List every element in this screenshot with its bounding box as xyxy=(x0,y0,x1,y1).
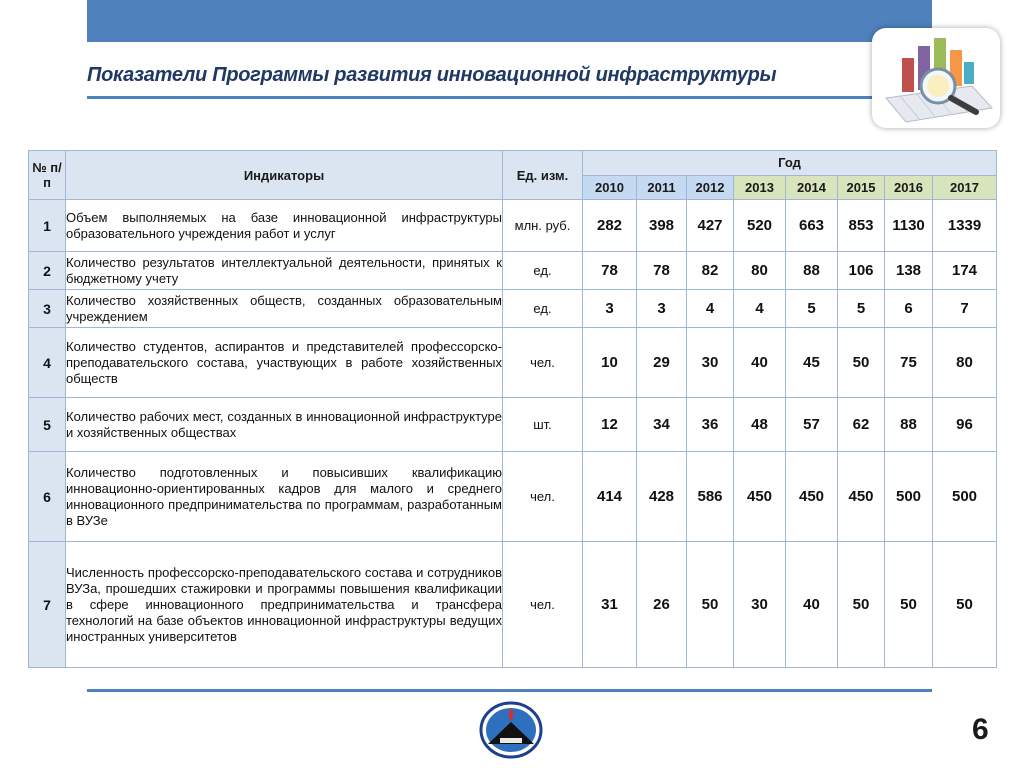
value-cell-2017: 96 xyxy=(933,398,997,452)
value-cell-2011: 398 xyxy=(637,200,687,252)
table-row xyxy=(29,398,997,452)
year-2011: 2011 xyxy=(637,175,687,200)
chart-magnifier-icon xyxy=(872,28,1000,128)
value-cell-2016: 50 xyxy=(885,542,933,668)
header-indicators: Индикаторы xyxy=(66,151,503,200)
value-cell-2011: 3 xyxy=(637,290,687,328)
unit-cell: ед. xyxy=(503,252,583,290)
row-number: 7 xyxy=(29,542,66,668)
year-2015: 2015 xyxy=(838,175,885,200)
indicator-text: Объем выполняемых на базе инновационной инфраструктуры образовательного учреждения работ и услуг xyxy=(66,200,503,252)
indicator-text: Количество подготовленных и повысивших квалификацию инновационно-ориентированных кадров для малого и среднего инновационного предпринимательства по программам, разработанным в ВУЗе xyxy=(66,452,503,542)
value-cell-2012: 30 xyxy=(687,328,734,398)
value-cell-2014: 45 xyxy=(786,328,838,398)
header-num: № п/п xyxy=(29,151,66,200)
value-cell-2016: 138 xyxy=(885,252,933,290)
table-row xyxy=(29,200,997,252)
row-number: 1 xyxy=(29,200,66,252)
row-number: 3 xyxy=(29,290,66,328)
value-cell-2014: 88 xyxy=(786,252,838,290)
value-cell-2010: 282 xyxy=(583,200,637,252)
table-row xyxy=(29,542,997,668)
value-cell-2012: 586 xyxy=(687,452,734,542)
value-cell-2010: 12 xyxy=(583,398,637,452)
value-cell-2014: 5 xyxy=(786,290,838,328)
value-cell-2010: 3 xyxy=(583,290,637,328)
year-2010: 2010 xyxy=(583,175,637,200)
table-row xyxy=(29,252,997,290)
value-cell-2014: 663 xyxy=(786,200,838,252)
unit-cell: чел. xyxy=(503,542,583,668)
value-cell-2012: 427 xyxy=(687,200,734,252)
page-number: 6 xyxy=(972,713,989,746)
value-cell-2011: 29 xyxy=(637,328,687,398)
value-cell-2017: 174 xyxy=(933,252,997,290)
value-cell-2012: 36 xyxy=(687,398,734,452)
unit-cell: чел. xyxy=(503,328,583,398)
value-cell-2014: 57 xyxy=(786,398,838,452)
table-row xyxy=(29,328,997,398)
unit-cell: млн. руб. xyxy=(503,200,583,252)
value-cell-2015: 853 xyxy=(838,200,885,252)
row-number: 2 xyxy=(29,252,66,290)
value-cell-2013: 48 xyxy=(734,398,786,452)
year-2013: 2013 xyxy=(734,175,786,200)
year-2017: 2017 xyxy=(933,175,997,200)
value-cell-2016: 75 xyxy=(885,328,933,398)
value-cell-2010: 31 xyxy=(583,542,637,668)
value-cell-2014: 450 xyxy=(786,452,838,542)
header-unit: Ед. изм. xyxy=(503,151,583,200)
value-cell-2012: 82 xyxy=(687,252,734,290)
row-number: 5 xyxy=(29,398,66,452)
value-cell-2017: 80 xyxy=(933,328,997,398)
value-cell-2011: 78 xyxy=(637,252,687,290)
indicator-text: Численность профессорско-преподавательского состава и сотрудников ВУЗа, прошедших стажировки и программы повышения квалификации в сфере инновационного предпринимательства и трансфера технологий на базе объектов инновационной инфраструктуры ведущих иностранных университетов xyxy=(66,542,503,668)
value-cell-2013: 520 xyxy=(734,200,786,252)
row-number: 4 xyxy=(29,328,66,398)
slide-title: Показатели Программы развития инновационной инфраструктуры xyxy=(87,64,777,86)
year-2012: 2012 xyxy=(687,175,734,200)
indicators-table xyxy=(28,150,997,668)
value-cell-2017: 7 xyxy=(933,290,997,328)
unit-cell: ед. xyxy=(503,290,583,328)
table-row xyxy=(29,290,997,328)
value-cell-2016: 500 xyxy=(885,452,933,542)
value-cell-2013: 30 xyxy=(734,542,786,668)
table-row xyxy=(29,452,997,542)
value-cell-2010: 10 xyxy=(583,328,637,398)
value-cell-2013: 450 xyxy=(734,452,786,542)
unit-cell: шт. xyxy=(503,398,583,452)
year-2014: 2014 xyxy=(786,175,838,200)
header-year: Год xyxy=(583,151,997,176)
indicator-text: Количество студентов, аспирантов и представителей профессорско-преподавательского состава, участвующих в работе хозяйственных обществ xyxy=(66,328,503,398)
value-cell-2016: 1130 xyxy=(885,200,933,252)
value-cell-2012: 50 xyxy=(687,542,734,668)
value-cell-2011: 34 xyxy=(637,398,687,452)
value-cell-2010: 414 xyxy=(583,452,637,542)
value-cell-2015: 50 xyxy=(838,328,885,398)
unit-cell: чел. xyxy=(503,452,583,542)
value-cell-2016: 88 xyxy=(885,398,933,452)
footer-divider xyxy=(87,689,932,692)
value-cell-2012: 4 xyxy=(687,290,734,328)
value-cell-2015: 62 xyxy=(838,398,885,452)
value-cell-2015: 50 xyxy=(838,542,885,668)
value-cell-2017: 1339 xyxy=(933,200,997,252)
value-cell-2013: 4 xyxy=(734,290,786,328)
value-cell-2013: 80 xyxy=(734,252,786,290)
value-cell-2015: 106 xyxy=(838,252,885,290)
university-logo xyxy=(478,700,544,760)
value-cell-2011: 428 xyxy=(637,452,687,542)
value-cell-2017: 50 xyxy=(933,542,997,668)
value-cell-2015: 5 xyxy=(838,290,885,328)
value-cell-2016: 6 xyxy=(885,290,933,328)
value-cell-2017: 500 xyxy=(933,452,997,542)
value-cell-2015: 450 xyxy=(838,452,885,542)
indicator-text: Количество рабочих мест, созданных в инновационной инфраструктуре и хозяйственных обществах xyxy=(66,398,503,452)
indicator-text: Количество хозяйственных обществ, созданных образовательным учреждением xyxy=(66,290,503,328)
value-cell-2010: 78 xyxy=(583,252,637,290)
indicator-text: Количество результатов интеллектуальной деятельности, принятых к бюджетному учету xyxy=(66,252,503,290)
value-cell-2014: 40 xyxy=(786,542,838,668)
value-cell-2011: 26 xyxy=(637,542,687,668)
row-number: 6 xyxy=(29,452,66,542)
year-2016: 2016 xyxy=(885,175,933,200)
title-underline xyxy=(87,96,932,99)
value-cell-2013: 40 xyxy=(734,328,786,398)
top-banner xyxy=(87,0,932,42)
